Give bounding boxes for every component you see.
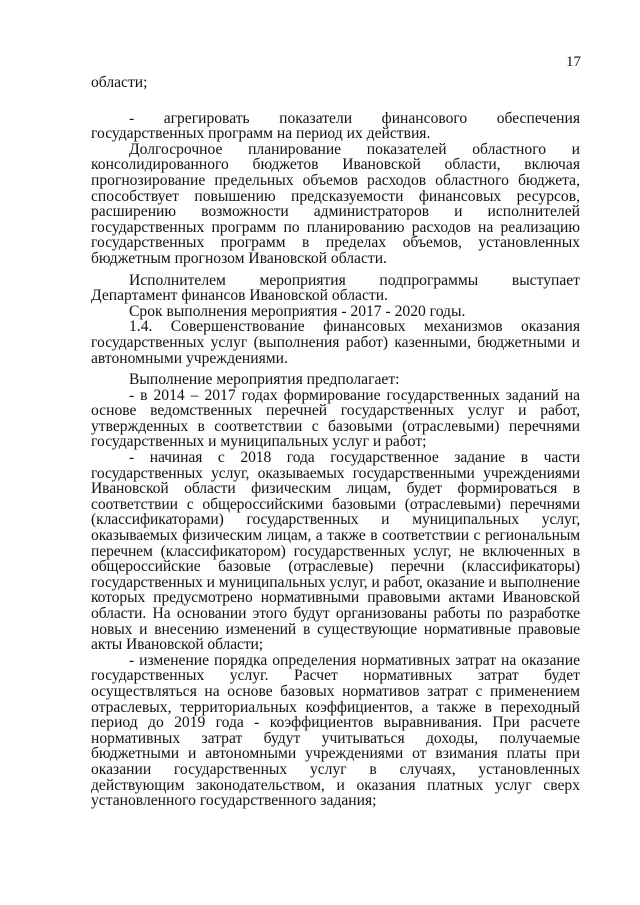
paragraph-aggregate-indicators: - агрегировать показатели финансового обеспечения государственных программ на период их действия. (91, 109, 580, 143)
paragraph-2014-2017: - в 2014 – 2017 годах формирование государственных заданий на основе ведомственных перечней государственных услуг и работ, утвержденных в соответствии с базовыми (отраслевыми) перечнями государственных и муниципальных услуг и работ; (91, 386, 580, 451)
paragraph-normative-costs: - изменение порядка определения нормативных затрат на оказание государственных услуг. Расчет нормативных затрат будет осуществляться на основе базовых нормативов затрат с применением отраслевых, территориальных коэффициентов, а также в переходный период до 2019 года - коэффициентов выравнивания. При расчете нормативных затрат будут учитываться доходы, получаемые бюджетными и автономными учреждениями от взимания платы при оказании государственных услуг в случаях, установленных действующим законодательством, и оказания платных услуг сверх установленного государственного задания; (91, 651, 580, 810)
paragraph-executor: Исполнителем мероприятия подпрограммы выступает Департамент финансов Ивановской области. (91, 271, 580, 305)
paragraph-long-term-planning: Долгосрочное планирование показателей областного и консолидированного бюджетов Ивановской области, включая прогнозирование предельных объемов расходов областного бюджета, способствует повышению предсказуемости финансовых ресурсов, расширению возможности администраторов и исполнителей государственных программ по планированию расходов на реализацию государственных программ в пределах объемов, установленных бюджетным прогнозом Ивановской области. (91, 140, 580, 267)
page-number: 17 (566, 54, 581, 70)
paragraph-section-1-4: 1.4. Совершенствование финансовых механизмов оказания государственных услуг (выполнения работ) казенными, бюджетными и автономными учреждениями. (91, 318, 580, 367)
paragraph-from-2018: - начиная с 2018 года государственное задание в части государственных услуг, оказываемых государственными учреждениями Ивановской области физическим лицам, будет формироваться в соответствии с общероссийскими базовыми (отраслевыми) перечнями (классификаторами) государственных и муниципальных услуг, оказываемых физическим лицам, а также в соответствии с региональным перечнем (классификатором) государственных услуг, не включенных в общероссийские базовые (отраслевые) перечни (классификаторы) государственных и муниципальных услуг, и работ, оказание и выполнение которых предусмотрено нормативными правовыми актами Ивановской области. На основании этого будут организованы работы по разработке новых и внесению изменений в существующие нормативные правовые акты Ивановской области; (91, 449, 580, 654)
paragraph-continuation: области; (91, 74, 148, 91)
paragraph-implementation-intro: Выполнение мероприятия предполагает: (129, 371, 400, 389)
document-body (91, 75, 580, 809)
paragraph-deadline: Срок выполнения мероприятия - 2017 - 2020 годы. (129, 302, 466, 320)
